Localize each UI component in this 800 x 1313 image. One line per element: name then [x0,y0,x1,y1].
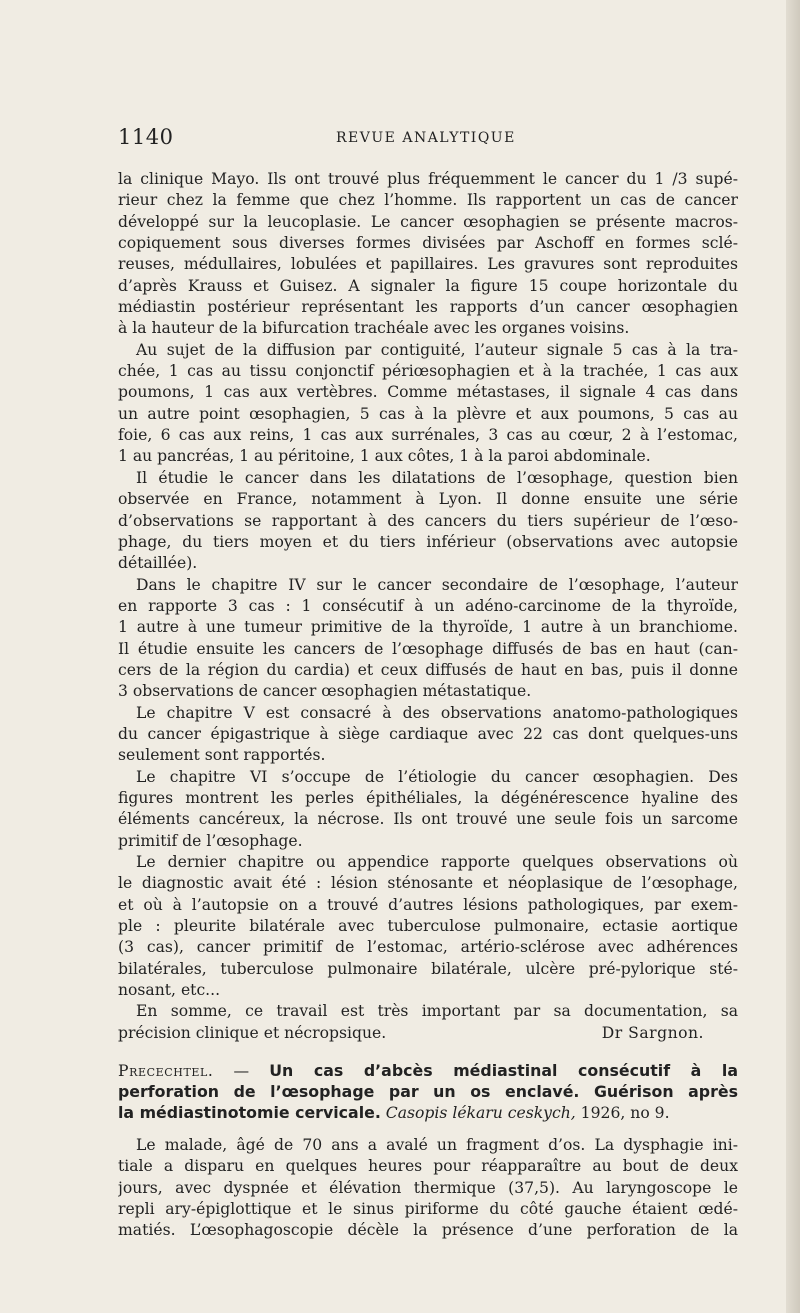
page-edge [786,0,800,1313]
page-header [118,125,738,155]
text-line: Il étudie ensuite les cancers de l’œsophage diffusés de bas en haut (can- [118,639,738,658]
article-title-part: la médiastinotomie cervicale. [118,1103,381,1122]
page-number: 1140 [118,125,174,149]
article-body [118,1135,738,1242]
reviewer-signature [602,1023,704,1044]
text-line: matiés. L’œsophagoscopie décèle la présence d’une perforation de la [118,1221,738,1240]
text-line: Dans le chapitre IV sur le cancer secondaire de l’œsophage, l’auteur [136,575,738,594]
text-line: Le malade, âgé de 70 ans a avalé un fragment d’os. La dysphagie ini- [136,1136,738,1154]
text-line: et où à l’autopsie on a trouvé d’autres lésions pathologiques, par exem- [118,895,738,914]
text-line: copiquement sous diverses formes divisées par Aschoff en formes sclé- [118,234,738,253]
text-line: médiastin postérieur représentant les rapports d’un cancer œsophagien [118,298,738,317]
heading-dash: — [213,1062,270,1080]
text-line: d’observations se rapportant à des cancers du tiers supérieur de l’œso- [118,511,738,530]
text-line: chée, 1 cas au tissu conjonctif périœsophagien et à la trachée, 1 cas aux [118,362,738,381]
article-title-part: Un cas d’abcès médiastinal consécutif à la [269,1061,738,1080]
signature-name: Dr Sargnon. [601,1023,704,1042]
text-line: phage, du tiers moyen et du tiers inférieur (observations avec autopsie [118,532,738,551]
running-title: REVUE ANALYTIQUE [336,130,516,146]
text-line: 1 au pancréas, 1 au péritoine, 1 aux côtes, 1 à la paroi abdominale. [118,447,651,466]
text-line: En somme, ce travail est très important par sa documentation, sa [136,1002,738,1021]
text-line: observée en France, notamment à Lyon. Il donne ensuite une série [118,490,738,509]
text-line: Le chapitre VI s’occupe de l’étiologie du cancer œsophagien. Des [136,767,738,786]
text-line: la clinique Mayo. Ils ont trouvé plus fréquemment le cancer du 1 /3 supé- [118,170,738,188]
text-line: repli ary-épiglottique et le sinus piriforme du côté gauche étaient œdé- [118,1200,738,1219]
text-line: Le chapitre V est consacré à des observations anatomo-pathologiques [136,703,738,722]
review-text [118,169,738,1044]
article-title-part: perforation de l’œsophage par un os enclavé. Guérison après [118,1082,738,1101]
text-line: ple : pleurite bilatérale avec tuberculose pulmonaire, ectasie aortique [118,917,738,936]
text-line: Le dernier chapitre ou appendice rapporte quelques observations où [136,853,738,871]
closing-line [118,1023,738,1044]
text-line: cers de la région du cardia) et ceux diffusés de haut en bas, puis il donne [118,660,738,679]
heading-line [118,1102,738,1123]
text-line: 1 autre à une tumeur primitive de la thyroïde, 1 autre à un branchiome. [118,618,738,637]
text-line: éléments cancéreux, la nécrose. Ils ont trouvé une seule fois un sarcome [118,810,738,829]
text-line: Il étudie le cancer dans les dilatations de l’œsophage, question bien [136,468,738,487]
journal-citation: 1926, no 9. [575,1104,670,1122]
text-line: reuses, médullaires, lobulées et papillaires. Les gravures sont reproduites [118,255,738,274]
text-line: foie, 6 cas aux reins, 1 cas aux surrénales, 3 cas au cœur, 2 à l’estomac, [118,426,738,445]
text-line: du cancer épigastrique à siège cardiaque avec 22 cas dont quelques-uns [118,724,738,743]
heading-line [118,1081,738,1102]
text-line: un autre point œsophagien, 5 cas à la plèvre et aux poumons, 5 cas au [118,404,738,423]
text-line: seulement sont rapportés. [118,746,326,765]
text-line: en rapporte 3 cas : 1 consécutif à un adéno-carcinome de la thyroïde, [118,596,738,615]
text-line: à la hauteur de la bifurcation trachéale avec les organes voisins. [118,319,630,338]
text-line: détaillée). [118,554,198,573]
heading-line [118,1060,738,1081]
text-line: bilatérales, tuberculose pulmonaire bilatérale, ulcère pré-pylorique sté- [118,959,738,978]
text-line: d’après Krauss et Guisez. A signaler la figure 15 coupe horizontale du [118,276,738,295]
text-line: primitif de l’œsophage. [118,831,303,850]
text-line: jours, avec dyspnée et élévation thermique (37,5). Au laryngoscope le [118,1178,738,1197]
article-author: Precechtel. [118,1062,214,1080]
article-heading [118,1060,738,1123]
text-line: le diagnostic avait été : lésion sténosante et néoplasique de l’œsophage, [118,874,738,893]
closing-text: précision clinique et nécropsique. [118,1023,387,1042]
text-line: figures montrent les perles épithéliales, la dégénérescence hyaline des [118,788,738,807]
journal-name: Casopis lékaru ceskych, [385,1104,576,1122]
text-line: (3 cas), cancer primitif de l’estomac, artério-sclérose avec adhérences [118,938,738,957]
text-line: développé sur la leucoplasie. Le cancer œsophagien se présente macros- [118,212,738,231]
text-line: nosant, etc... [118,981,221,1000]
text-line: 3 observations de cancer œsophagien métastatique. [118,682,532,701]
text-line: Au sujet de la diffusion par contiguité, l’auteur signale 5 cas à la tra- [136,340,738,359]
text-line: poumons, 1 cas aux vertèbres. Comme métastases, il signale 4 cas dans [118,383,738,402]
text-line: tiale a disparu en quelques heures pour réapparaître au bout de deux [118,1157,738,1176]
text-line: rieur chez la femme que chez l’homme. Ils rapportent un cas de cancer [118,191,738,210]
